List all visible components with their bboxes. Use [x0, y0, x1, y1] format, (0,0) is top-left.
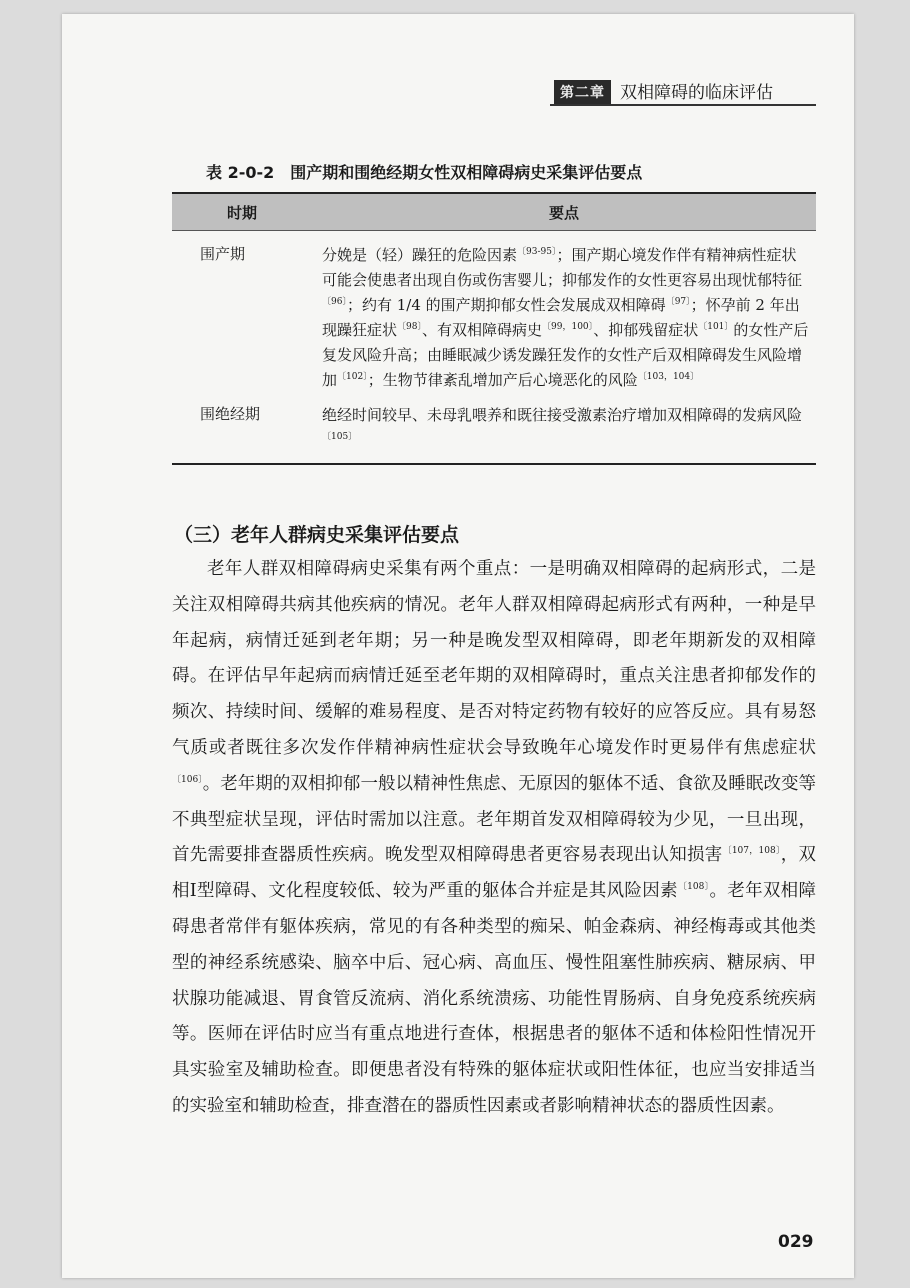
running-header: [550, 76, 816, 108]
section-heading: （三）老年人群病史采集评估要点: [174, 524, 460, 546]
citation-ref: 105: [331, 432, 349, 442]
citation-ref: 98: [406, 322, 418, 332]
body-text: 。老年双相障碍患者常伴有躯体疾病，常见的有各种类型的痴呆、帕金森病、神经梅毒或其他类型的神经系统感染、脑卒中后、冠心病、高血压、慢性阻塞性肺疾病、糖尿病、甲状腺功能减退、胃食管反流病、消化系统溃疡、功能性胃肠病、自身免疫系统疾病等。医师在评估时应当有重点地进行查体，根据患者的躯体不适和体检阳性情况开具实验室及辅助检查。即便患者没有特殊的躯体症状或阳性体征，也应当安排适当的实验室和辅助检查，排查潜在的器质性因素或者影响精神状态的器质性因素。: [172, 881, 816, 1116]
citation: 〔97〕: [665, 297, 691, 307]
table-caption: 表 2-0-2 围产期和围绝经期女性双相障碍病史采集评估要点: [206, 163, 643, 182]
points-text: ；怀孕前 2 年出现躁狂症状: [322, 296, 800, 339]
points-text: 绝经时间较早、未母乳喂养和既往接受激素治疗增加双相障碍的发病风险: [322, 406, 803, 424]
citation: 〔98〕: [397, 322, 422, 332]
citation: 〔106〕: [172, 774, 203, 785]
column-header-period: 时期: [226, 203, 257, 222]
citation: 〔101〕: [698, 322, 734, 332]
column-header-points: 要点: [548, 203, 579, 222]
book-page: [62, 14, 854, 1278]
table-row: [172, 393, 816, 465]
citation: 〔103，104〕: [637, 372, 700, 382]
chapter-title: 双相障碍的临床评估: [620, 83, 773, 103]
citation-ref: 108: [687, 882, 705, 893]
citation: 〔96〕: [322, 297, 347, 307]
citation: 〔102〕: [337, 372, 368, 382]
points-text: ；围产期心境发作伴有精神病性症状可能会使患者出现自伤或伤害婴儿；抑郁发作的女性更容易出现忧郁特征: [322, 246, 803, 289]
citation-ref: 93-95: [526, 247, 552, 257]
points-text: ；生物节律紊乱增加产后心境恶化的风险: [367, 371, 638, 389]
points-text: 、抑郁残留症状: [593, 321, 699, 339]
points-text: 分娩是（轻）躁狂的危险因素: [322, 246, 518, 264]
citation: 〔99，100〕: [542, 322, 594, 332]
citation: 〔107，108〕: [722, 846, 781, 857]
citation: 〔93-95〕: [517, 247, 557, 257]
history-table: [172, 192, 816, 465]
points-text: ；约有 1/4 的围产期抑郁女性会发展成双相障碍: [346, 296, 666, 314]
period-cell: 围绝经期: [200, 405, 261, 423]
header-rule: [550, 104, 816, 106]
points-cell: [312, 403, 816, 453]
table-header-row: [172, 194, 816, 231]
body-paragraph: [172, 552, 816, 1125]
body-text: ，双相Ⅰ型障碍、文化程度较低、较为严重的躯体合并症是其风险因素: [172, 845, 817, 902]
citation: 〔105〕: [322, 432, 358, 442]
points-cell: [312, 243, 816, 393]
citation-ref: 96: [331, 297, 343, 307]
citation-ref: 101: [707, 322, 725, 332]
citation-ref: 99，100: [551, 322, 589, 332]
page-number: 029: [778, 1232, 814, 1252]
citation: 〔108〕: [677, 882, 710, 893]
period-cell: 围产期: [200, 245, 246, 263]
citation-ref: 97: [674, 297, 687, 307]
body-text: 老年人群双相障碍病史采集有两个重点：一是明确双相障碍的起病形式，二是关注双相障碍共病其他疾病的情况。老年人群双相障碍起病形式有两种，一种是早年起病，病情迁延到老年期；另一种是晚发型双相障碍，即老年期新发的双相障碍。在评估早年起病而病情迁延至老年期的双相障碍时，重点关注患者抑郁发作的频次、持续时间、缓解的难易程度、是否对特定药物有较好的应答反应。具有易怒气质或者既往多次发作伴精神病性症状会导致晚年心境发作时更易伴有焦虑症状: [172, 559, 816, 758]
body-text: 。老年期的双相抑郁一般以精神性焦虑、无原因的躯体不适、食欲及睡眠改变等不典型症状呈现，评估时需加以注意。老年期首发双相障碍较为少见，一旦出现，首先需要排查器质性疾病。晚发型双相障碍患者更容易表现出认知损害: [172, 773, 816, 866]
points-text: 的女性产后复发风险升高；由睡眠减少诱发躁狂发作的女性产后双相障碍发生风险增加: [322, 321, 809, 389]
section-body: [172, 552, 816, 1125]
chapter-badge: 第二章: [554, 80, 611, 104]
citation-ref: 106: [181, 774, 199, 785]
points-text: 、有双相障碍病史: [422, 321, 543, 339]
citation-ref: 102: [346, 372, 364, 382]
citation-ref: 103，104: [646, 372, 691, 382]
table-row: [172, 231, 816, 393]
citation-ref: 107，108: [731, 846, 776, 857]
